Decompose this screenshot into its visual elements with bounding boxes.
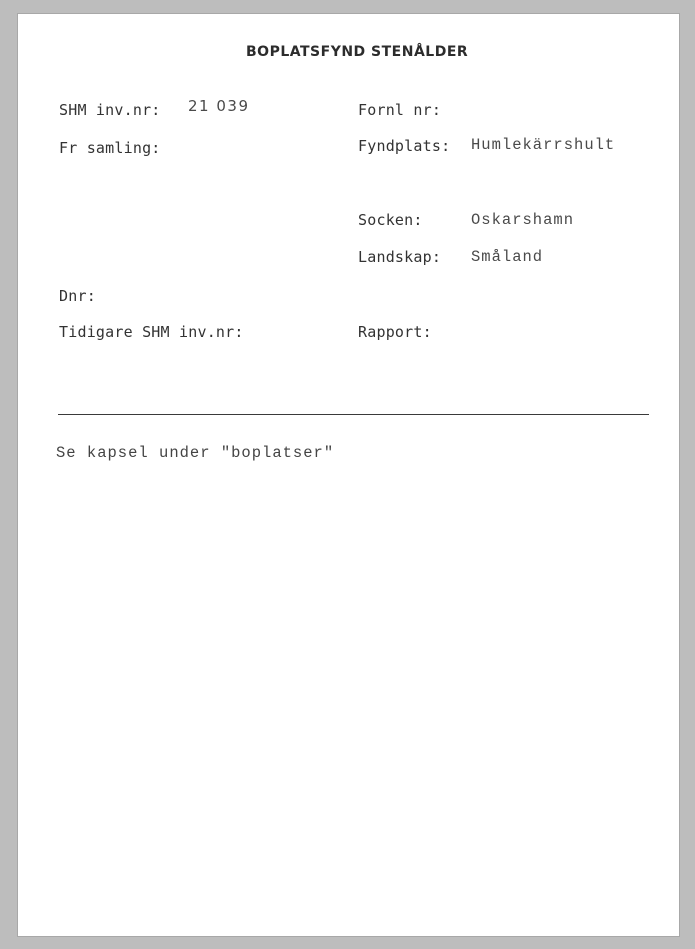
socken-value: Oskarshamn	[471, 211, 575, 229]
socken-label: Socken:	[358, 211, 423, 229]
fyndplats-label: Fyndplats:	[358, 137, 451, 155]
fornl-nr-label: Fornl nr:	[358, 101, 442, 119]
shm-inv-value: 21 039	[188, 97, 250, 115]
catalog-card	[18, 14, 679, 936]
divider-line	[58, 414, 649, 415]
dnr-label: Dnr:	[59, 287, 96, 305]
note-text: Se kapsel under "boplatser"	[56, 444, 335, 462]
fr-samling-label: Fr samling:	[59, 139, 161, 157]
tidigare-shm-inv-label: Tidigare SHM inv.nr:	[59, 323, 244, 341]
fyndplats-value: Humlekärrshult	[471, 136, 616, 154]
rapport-label: Rapport:	[358, 323, 432, 341]
landskap-label: Landskap:	[358, 248, 442, 266]
card-title: BOPLATSFYND STENÅLDER	[246, 44, 469, 60]
landskap-value: Småland	[471, 248, 544, 266]
shm-inv-label: SHM inv.nr:	[59, 101, 161, 119]
